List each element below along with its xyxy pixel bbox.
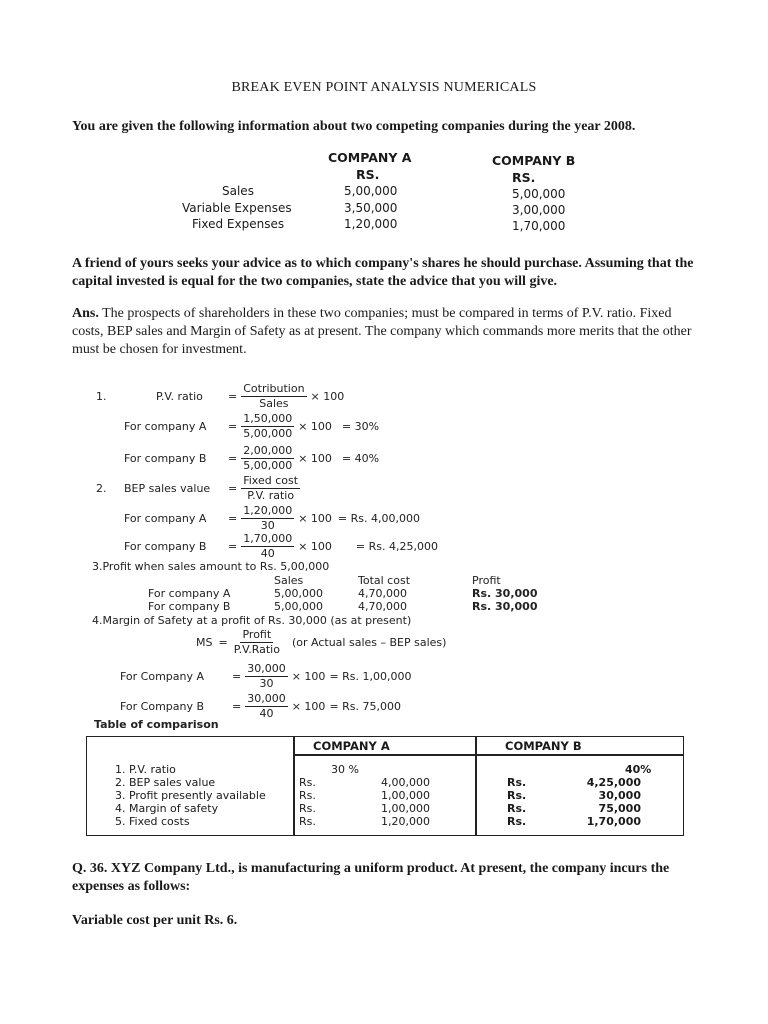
step4b-num: 30,000 — [247, 692, 286, 705]
step3-row-b-profit: Rs. 30,000 — [472, 600, 538, 613]
step1b-result: = 40% — [341, 452, 380, 465]
comparison-row-label: 2. BEP sales value — [115, 776, 216, 789]
equals-sign: = — [232, 700, 242, 713]
comparison-a-value: 1,00,000 — [381, 802, 430, 815]
step1a-fraction — [241, 412, 294, 441]
equals-sign: = — [218, 636, 228, 649]
pv-formula — [241, 382, 306, 411]
comparison-a-prefix: Rs. — [299, 789, 316, 802]
comparison-a-prefix: Rs. — [299, 815, 316, 828]
equals-sign: = — [228, 482, 238, 495]
step3-col-profit: Profit — [472, 574, 501, 587]
step4b-den: 40 — [259, 707, 274, 720]
step1b-den: 5,00,000 — [243, 459, 293, 472]
answer-text: The prospects of shareholders in these two companies; must be compared in terms of P.V. ratio. Fixed costs, BEP sales and Margin of Safety as at present. The company which commands more merits that the other must be chosen for investment. — [72, 306, 692, 357]
step4b-label: For Company B — [120, 700, 205, 713]
intro-text: You are given the following information about two competing companies during the year 2008. — [72, 119, 636, 134]
currency-a: RS. — [356, 167, 380, 182]
step2b-result: = Rs. 4,25,000 — [355, 540, 438, 553]
comparison-a-value: 30 % — [331, 763, 359, 776]
step3-row-a-sales: 5,00,000 — [274, 587, 323, 600]
ms-formula-den: P.V.Ratio — [233, 643, 280, 656]
step3-row-a-label: For company A — [148, 587, 231, 600]
answer-label: Ans. — [72, 306, 99, 321]
step4a-num: 30,000 — [247, 662, 286, 675]
comparison-row-label: 1. P.V. ratio — [115, 763, 176, 776]
comparison-a-prefix: Rs. — [299, 802, 316, 815]
ms-formula-num: Profit — [242, 628, 272, 641]
step3-row-b-cost: 4,70,000 — [358, 600, 407, 613]
comparison-b-value: 4,25,000 — [586, 776, 641, 789]
value-a-variable: 3,50,000 — [344, 201, 398, 215]
divider — [293, 737, 295, 835]
step2b-label: For company B — [124, 540, 207, 553]
times-100: × 100 — [298, 540, 332, 553]
equals-sign: = — [228, 420, 238, 433]
currency-b: RS. — [512, 170, 536, 185]
comparison-b-value: 1,70,000 — [586, 815, 641, 828]
value-a-sales: 5,00,000 — [344, 184, 398, 198]
comparison-a-prefix: Rs. — [299, 776, 316, 789]
comparison-a-value: 1,20,000 — [381, 815, 430, 828]
variable-cost-text: Variable cost per unit Rs. 6. — [72, 913, 238, 928]
divider — [475, 737, 477, 835]
comparison-col-b: COMPANY B — [505, 739, 582, 753]
comparison-heading: Table of comparison — [94, 718, 219, 731]
step3-col-sales: Sales — [274, 574, 304, 587]
step1-number: 1. — [96, 390, 107, 403]
bep-formula — [241, 474, 300, 503]
equals-sign: = — [228, 452, 238, 465]
step1-label: P.V. ratio — [156, 390, 203, 403]
step4-heading: 4.Margin of Safety at a profit of Rs. 30,000 (as at present) — [92, 614, 412, 627]
comparison-row-label: 4. Margin of safety — [115, 802, 219, 815]
step1b-num: 2,00,000 — [243, 444, 293, 457]
comparison-b-value: 75,000 — [598, 802, 641, 815]
comparison-b-prefix: Rs. — [507, 815, 527, 828]
equals-sign: = — [228, 540, 238, 553]
step4a-den: 30 — [259, 677, 274, 690]
step2a-fraction — [241, 504, 294, 533]
step3-row-b-label: For company B — [148, 600, 231, 613]
step2a-result: = Rs. 4,00,000 — [337, 512, 420, 525]
step1a-result: = 30% — [341, 420, 380, 433]
step2a-label: For company A — [124, 512, 207, 525]
comparison-b-prefix: Rs. — [507, 776, 527, 789]
equals-sign: = — [228, 390, 238, 403]
step1a-den: 5,00,000 — [243, 427, 293, 440]
times-100: × 100 — [291, 670, 326, 683]
comparison-b-value: 40% — [625, 763, 652, 776]
comparison-a-value: 1,00,000 — [381, 789, 430, 802]
times-100: × 100 — [298, 420, 332, 433]
company-data-table — [170, 150, 610, 240]
ms-formula — [232, 628, 282, 657]
value-b-variable: 3,00,000 — [512, 203, 566, 217]
comparison-b-prefix: Rs. — [507, 802, 527, 815]
step1a-label: For company A — [124, 420, 207, 433]
step4-label: MS — [196, 636, 213, 649]
step2b-den: 40 — [260, 547, 275, 560]
value-b-fixed: 1,70,000 — [512, 219, 566, 233]
times-100: × 100 — [310, 390, 345, 403]
times-100: × 100 — [298, 512, 332, 525]
pv-formula-den: Sales — [259, 397, 289, 410]
step2-number: 2. — [96, 482, 107, 495]
row-label-sales: Sales — [222, 184, 254, 198]
equals-sign: = — [228, 512, 238, 525]
step1b-fraction — [241, 444, 294, 473]
comparison-table — [86, 736, 684, 836]
step3-row-a-profit: Rs. 30,000 — [472, 587, 538, 600]
question-text: A friend of yours seeks your advice as to which company's shares he should purchase. Assuming that the capital invested is equal for the two companies, state the advice that you will give. — [72, 256, 694, 289]
pv-formula-num: Cotribution — [243, 382, 305, 395]
col-company-a: COMPANY A — [328, 150, 412, 165]
step3-row-a-cost: 4,70,000 — [358, 587, 407, 600]
step4a-result: = Rs. 1,00,000 — [329, 670, 412, 683]
divider — [293, 754, 683, 756]
comparison-b-prefix: Rs. — [507, 789, 527, 802]
step3-col-total-cost: Total cost — [358, 574, 411, 587]
comparison-row-label: 5. Fixed costs — [115, 815, 190, 828]
step2-label: BEP sales value — [124, 482, 211, 495]
step4a-fraction — [245, 662, 288, 691]
value-a-fixed: 1,20,000 — [344, 217, 398, 231]
step4a-label: For Company A — [120, 670, 205, 683]
step4b-result: = Rs. 75,000 — [329, 700, 402, 713]
times-100: × 100 — [298, 452, 332, 465]
step2b-num: 1,70,000 — [243, 532, 293, 545]
step3-heading: 3.Profit when sales amount to Rs. 5,00,000 — [92, 560, 330, 573]
row-label-variable: Variable Expenses — [182, 201, 292, 215]
bep-formula-den: P.V. ratio — [247, 489, 295, 502]
step3-row-b-sales: 5,00,000 — [274, 600, 323, 613]
comparison-col-a: COMPANY A — [313, 739, 390, 753]
value-b-sales: 5,00,000 — [512, 187, 566, 201]
times-100: × 100 — [291, 700, 326, 713]
comparison-b-value: 30,000 — [598, 789, 641, 802]
comparison-a-value: 4,00,000 — [381, 776, 430, 789]
page-title: BREAK EVEN POINT ANALYSIS NUMERICALS — [231, 80, 537, 95]
step1a-num: 1,50,000 — [243, 412, 293, 425]
step4b-fraction — [245, 692, 288, 721]
row-label-fixed: Fixed Expenses — [192, 217, 285, 231]
question-36-text: Q. 36. XYZ Company Ltd., is manufacturing a uniform product. At present, the company incurs the expenses as follows: — [72, 861, 670, 894]
step2a-num: 1,20,000 — [243, 504, 293, 517]
col-company-b: COMPANY B — [492, 153, 576, 168]
step2a-den: 30 — [260, 519, 275, 532]
comparison-row-label: 3. Profit presently available — [115, 789, 266, 802]
step4-alt: (or Actual sales – BEP sales) — [291, 636, 447, 649]
equals-sign: = — [232, 670, 242, 683]
bep-formula-num: Fixed cost — [243, 474, 299, 487]
solution-block — [90, 378, 690, 738]
answer-paragraph — [72, 305, 702, 359]
step2b-fraction — [241, 532, 294, 561]
step1b-label: For company B — [124, 452, 207, 465]
